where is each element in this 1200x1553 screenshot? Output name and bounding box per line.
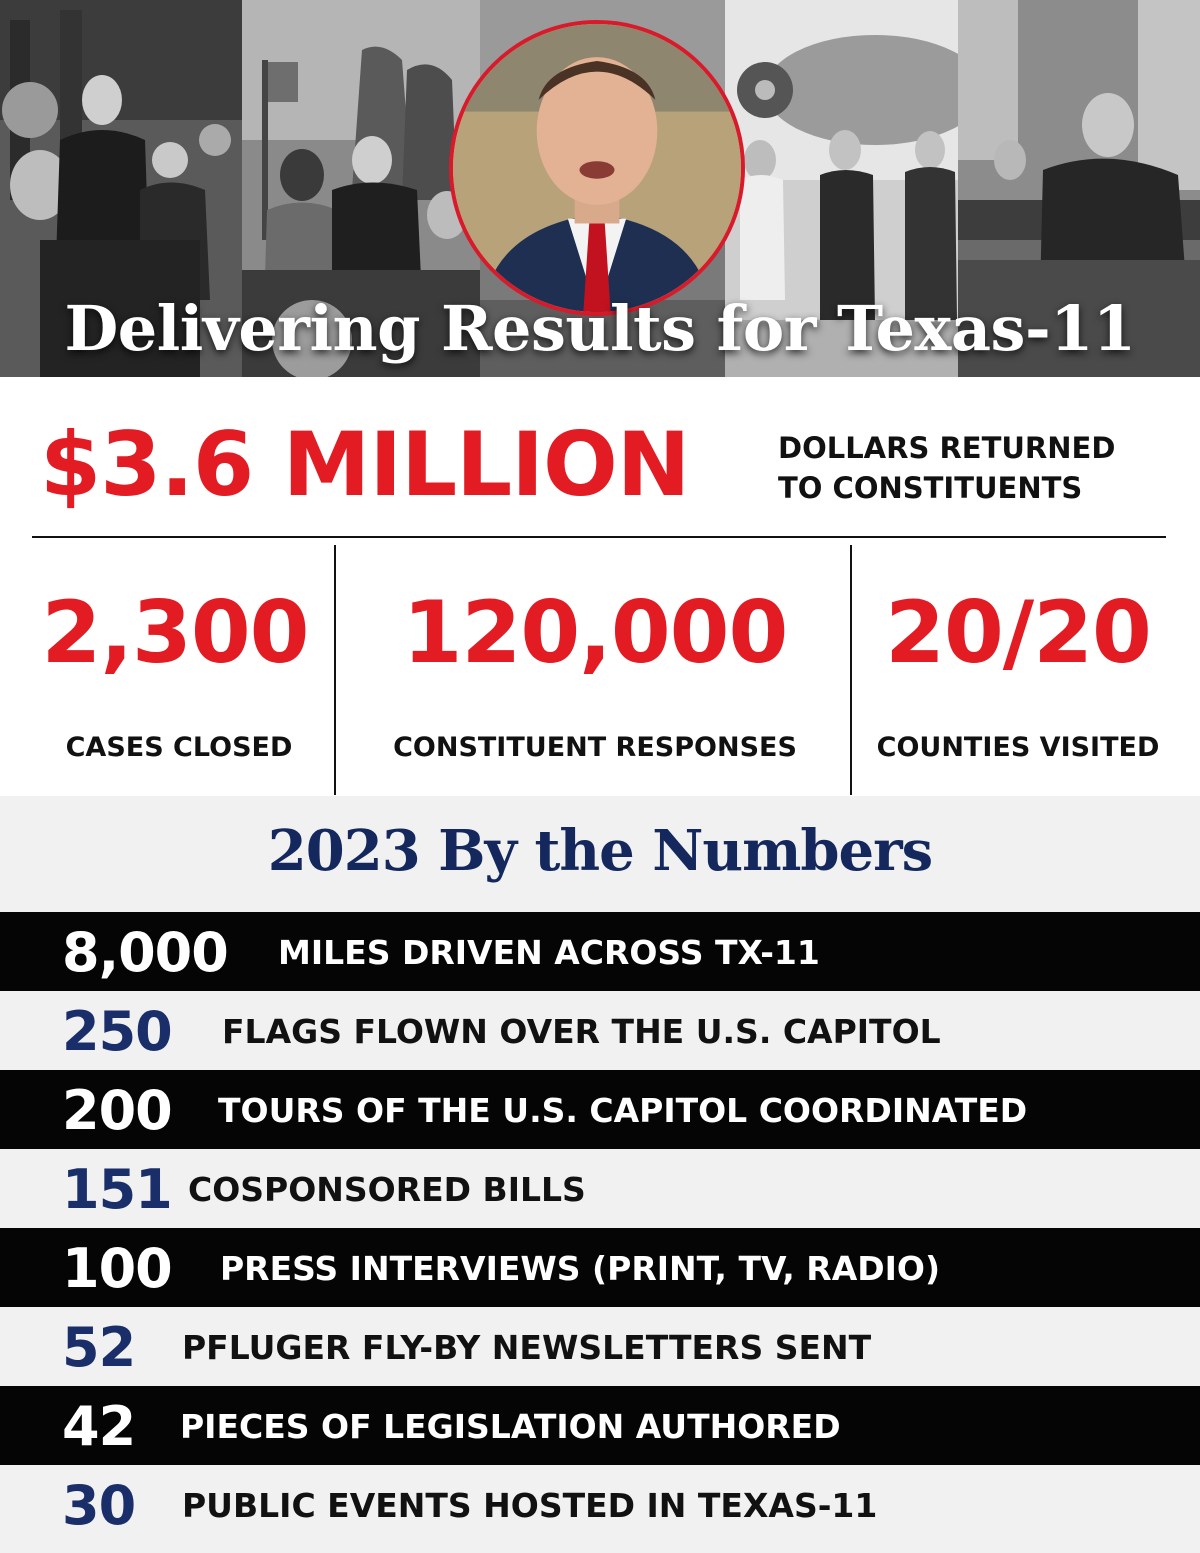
numbers-row — [0, 1465, 1200, 1544]
numbers-row-label: PRESS INTERVIEWS (PRINT, TV, RADIO) — [220, 1249, 941, 1288]
numbers-row — [0, 1307, 1200, 1386]
headline-stat-value: $3.6 MILLION — [40, 413, 690, 516]
numbers-row — [0, 912, 1200, 991]
numbers-row-value: 52 — [62, 1316, 136, 1379]
numbers-row-label: PIECES OF LEGISLATION AUTHORED — [180, 1407, 841, 1446]
hero-banner — [0, 0, 1200, 377]
numbers-row — [0, 1070, 1200, 1149]
numbers-row-label: TOURS OF THE U.S. CAPITOL COORDINATED — [218, 1091, 1028, 1130]
numbers-row-label: PUBLIC EVENTS HOSTED IN TEXAS-11 — [182, 1486, 878, 1525]
numbers-row-label: COSPONSORED BILLS — [188, 1170, 586, 1209]
numbers-row — [0, 1386, 1200, 1465]
stat-counties-value: 20/20 — [885, 583, 1151, 683]
divider-horizontal — [32, 536, 1166, 538]
numbers-row-label: FLAGS FLOWN OVER THE U.S. CAPITOL — [222, 1012, 941, 1051]
numbers-row-value: 200 — [62, 1079, 172, 1142]
hero-title: Delivering Results for Texas-11 — [64, 292, 1136, 365]
numbers-row-value: 30 — [62, 1474, 136, 1537]
portrait-photo — [449, 20, 745, 316]
numbers-row — [0, 1149, 1200, 1228]
numbers-row-label: PFLUGER FLY-BY NEWSLETTERS SENT — [182, 1328, 872, 1367]
numbers-row — [0, 1228, 1200, 1307]
stat-cases-value: 2,300 — [41, 583, 309, 683]
numbers-title: 2023 By the Numbers — [267, 818, 933, 884]
headline-stat-label — [778, 428, 1178, 508]
stat-counties-label: COUNTIES VISITED — [876, 732, 1160, 763]
numbers-row-value: 42 — [62, 1395, 136, 1458]
stat-responses-value: 120,000 — [402, 583, 788, 683]
numbers-row-value: 8,000 — [62, 921, 228, 984]
numbers-row — [0, 991, 1200, 1070]
numbers-row-label: MILES DRIVEN ACROSS TX-11 — [278, 933, 820, 972]
headline-stat-label-line1: DOLLARS RETURNED — [778, 431, 1116, 465]
headline-stat-label-line2: TO CONSTITUENTS — [778, 471, 1083, 505]
numbers-row-value: 151 — [62, 1158, 172, 1221]
stat-cases-label: CASES CLOSED — [65, 732, 293, 763]
divider-vertical-2 — [850, 545, 852, 795]
numbers-row-value: 100 — [62, 1237, 172, 1300]
stat-responses-label: CONSTITUENT RESPONSES — [393, 732, 797, 763]
numbers-row-value: 250 — [62, 1000, 172, 1063]
